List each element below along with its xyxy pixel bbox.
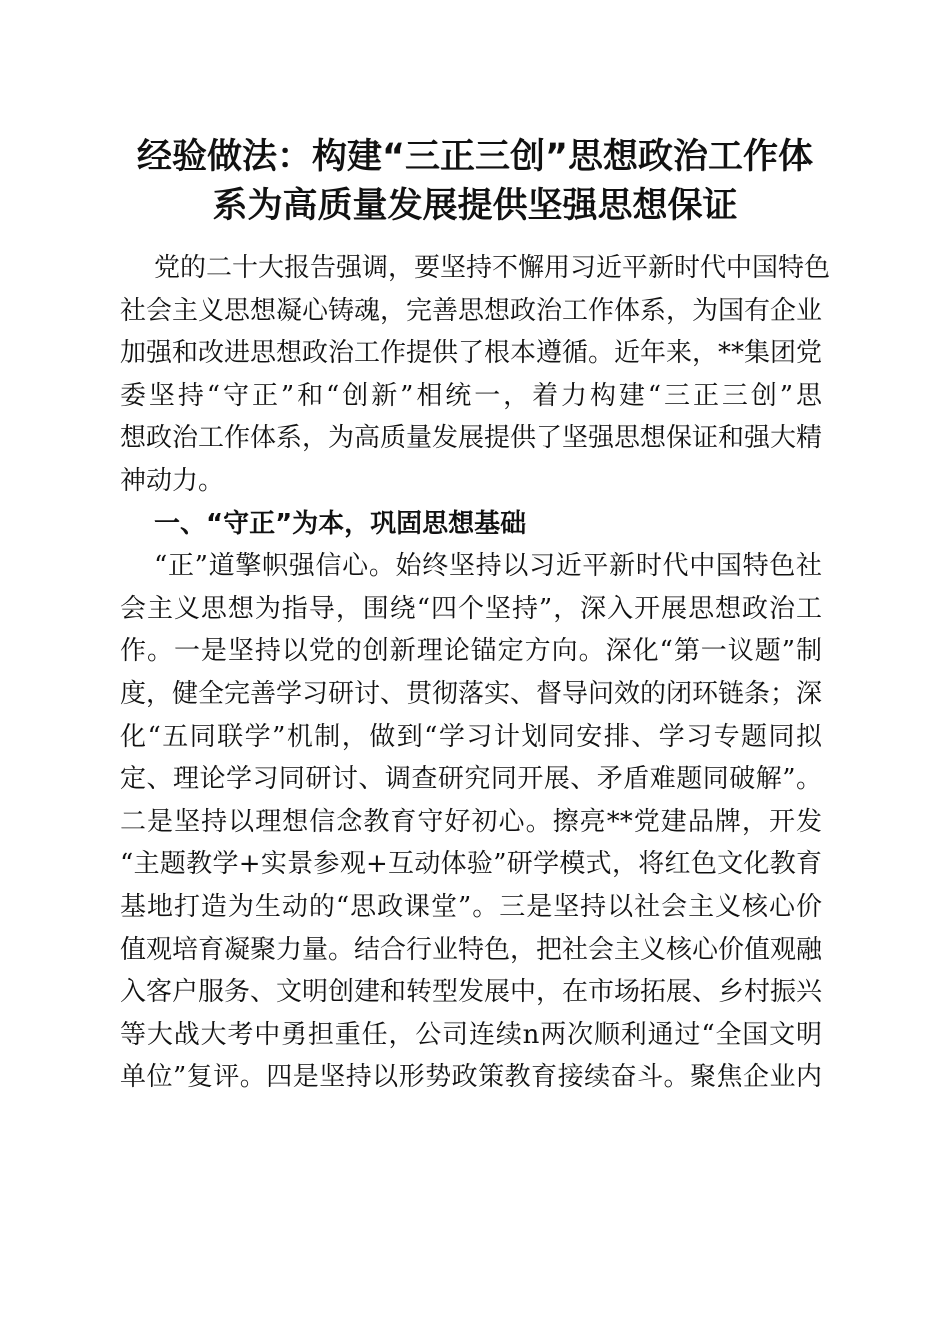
section-paragraph bbox=[120, 545, 822, 1099]
text-line: 党的二十大报告强调，要坚持不懈用习近平新时代中国特色 bbox=[154, 253, 831, 283]
title-line: 系为高质量发展提供坚强思想保证 bbox=[212, 186, 738, 226]
title-line: 经验做法：构建“三正三创”思想政治工作体 bbox=[136, 137, 813, 177]
text-line: “主题教学+实景参观+互动体验”研学模式，将红色文化教育 bbox=[120, 849, 822, 880]
text-line: 想政治工作体系，为高质量发展提供了坚强思想保证和强大精 bbox=[120, 423, 823, 454]
text-line: 神动力。 bbox=[120, 465, 225, 496]
text-line: 定、理论学习同研讨、调查研究同开展、矛盾难题同破解”。 bbox=[120, 764, 822, 795]
text-line: 单位”复评。四是坚持以形势政策教育接续奋斗。聚焦企业内 bbox=[120, 1062, 822, 1093]
text-line: 加强和改进思想政治工作提供了根本遵循。近年来，**集团党 bbox=[120, 338, 823, 369]
text-line: 等大战大考中勇担重任，公司连续n两次顺利通过“全国文明 bbox=[120, 1019, 822, 1050]
text-line: 入客户服务、文明创建和转型发展中，在市场拓展、乡村振兴 bbox=[120, 977, 823, 1008]
text-line: 化“五同联学”机制，做到“学习计划同安排、学习专题同拟 bbox=[120, 721, 822, 752]
text-line: 基地打造为生动的“思政课堂”。三是坚持以社会主义核心价 bbox=[120, 891, 822, 922]
section-heading: 一、“守正”为本，巩固思想基础 bbox=[154, 508, 527, 539]
document-title bbox=[110, 133, 840, 231]
text-line: 值观培育凝聚力量。结合行业特色，把社会主义核心价值观融 bbox=[120, 934, 823, 965]
intro-paragraph bbox=[120, 247, 831, 503]
text-line: 作。一是坚持以党的创新理论锚定方向。深化“第一议题”制 bbox=[120, 636, 822, 667]
text-line: 二是坚持以理想信念教育守好初心。擦亮**党建品牌，开发 bbox=[120, 806, 822, 837]
document-body bbox=[120, 247, 831, 1099]
text-line: 社会主义思想凝心铸魂，完善思想政治工作体系，为国有企业 bbox=[120, 295, 823, 326]
text-line: “正”道擎帜强信心。始终坚持以习近平新时代中国特色社 bbox=[154, 551, 822, 582]
text-line: 委坚持“守正”和“创新”相统一，着力构建“三正三创”思 bbox=[120, 380, 822, 411]
text-line: 会主义思想为指导，围绕“四个坚持”，深入开展思想政治工 bbox=[120, 593, 822, 624]
text-line: 度，健全完善学习研讨、贯彻落实、督导问效的闭环链条；深 bbox=[120, 678, 823, 709]
